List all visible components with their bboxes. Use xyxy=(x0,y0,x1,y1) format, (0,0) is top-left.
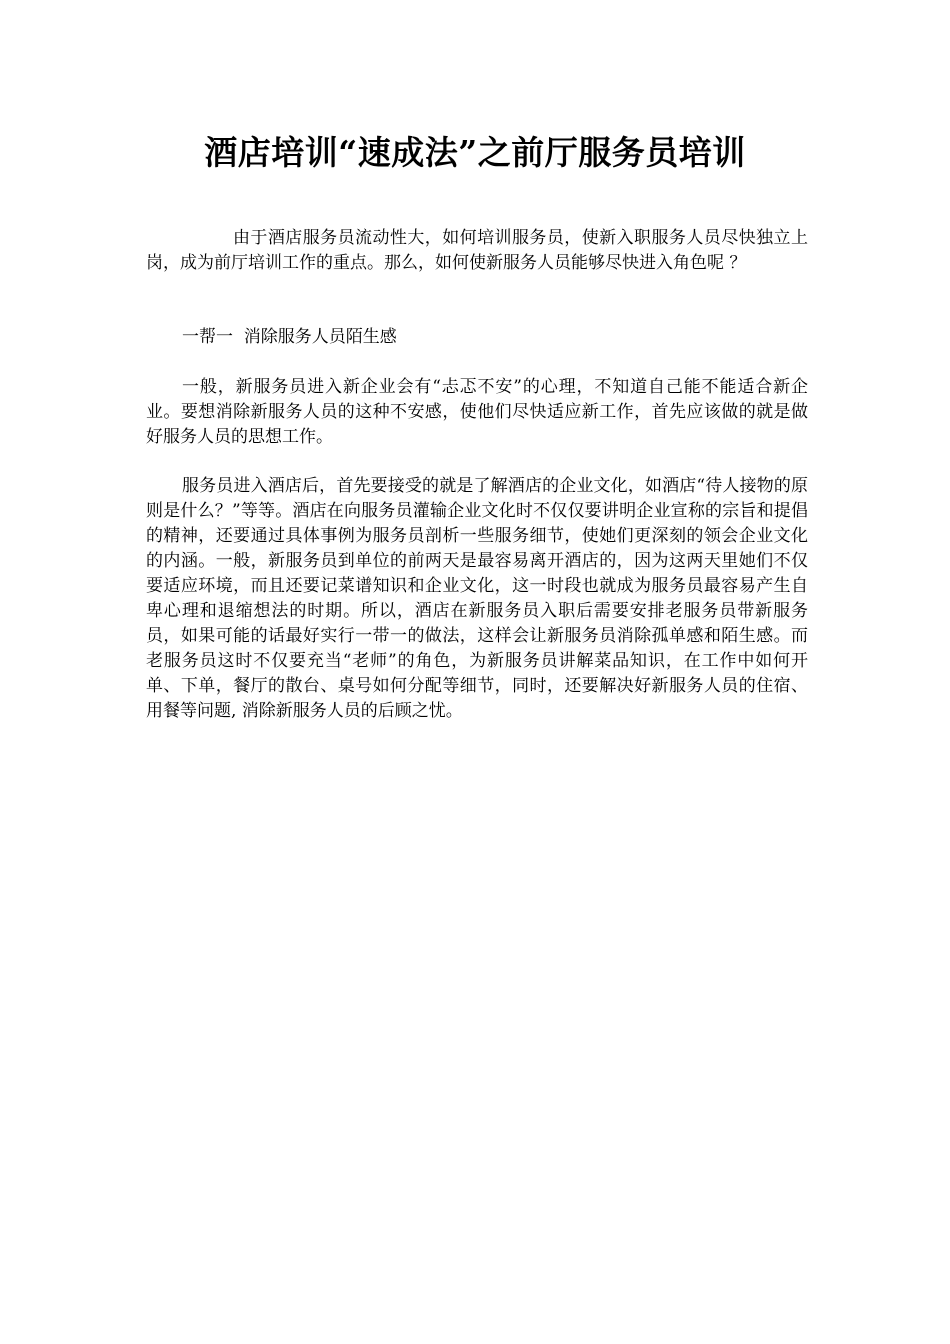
body-paragraph-2: 一般，新服务员进入新企业会有“忐忑不安”的心理，不知道自己能不能适合新企业。要想消除新服务人员的这种不安感，使他们尽快适应新工作，首先应该做的就是做好服务人员的思想工作。 xyxy=(146,377,808,447)
intro-paragraph: 由于酒店服务员流动性大，如何培训服务员，使新入职服务人员尽快独立上岗，成为前厅培训工作的重点。那么，如何使新服务人员能够尽快进入角色呢 ？ xyxy=(146,228,808,273)
body-paragraph-3: 服务员进入酒店后，首先要接受的就是了解酒店的企业文化，如酒店“待人接物的原则是什么？”等等。酒店在向服务员灌输企业文化时不仅仅要讲明企业宣称的宗旨和提倡的精神，还要通过具体事例为服务员剖析一些服务细节，使她们更深刻的领会企业文化的内涵。一般，新服务员到单位的前两天是最容易离开酒店的，因为这两天里她们不仅要适应环境，而且还要记菜谱知识和企业文化，这一时段也就成为服务员最容易产生自卑心理和退缩想法的时期。所以，酒店在新服务员入职后需要安排老服务员带新服务员，如果可能的话最好实行一带一的做法，这样会让新服务员消除孤单感和陌生感。而老服务员这时不仅要充当“老师”的角色，为新服务员讲解菜品知识，在工作中如何开单、下单，餐厅的散台、桌号如何分配等细节，同时，还要解决好新服务人员的住宿、用餐等问题, 消除新服务人员的后顾之忧。 xyxy=(146,476,808,721)
section-heading: 一帮一 消除服务人员陌生感 xyxy=(182,327,397,347)
document-title: 酒店培训“速成法”之前厅服务员培训 xyxy=(204,133,746,172)
